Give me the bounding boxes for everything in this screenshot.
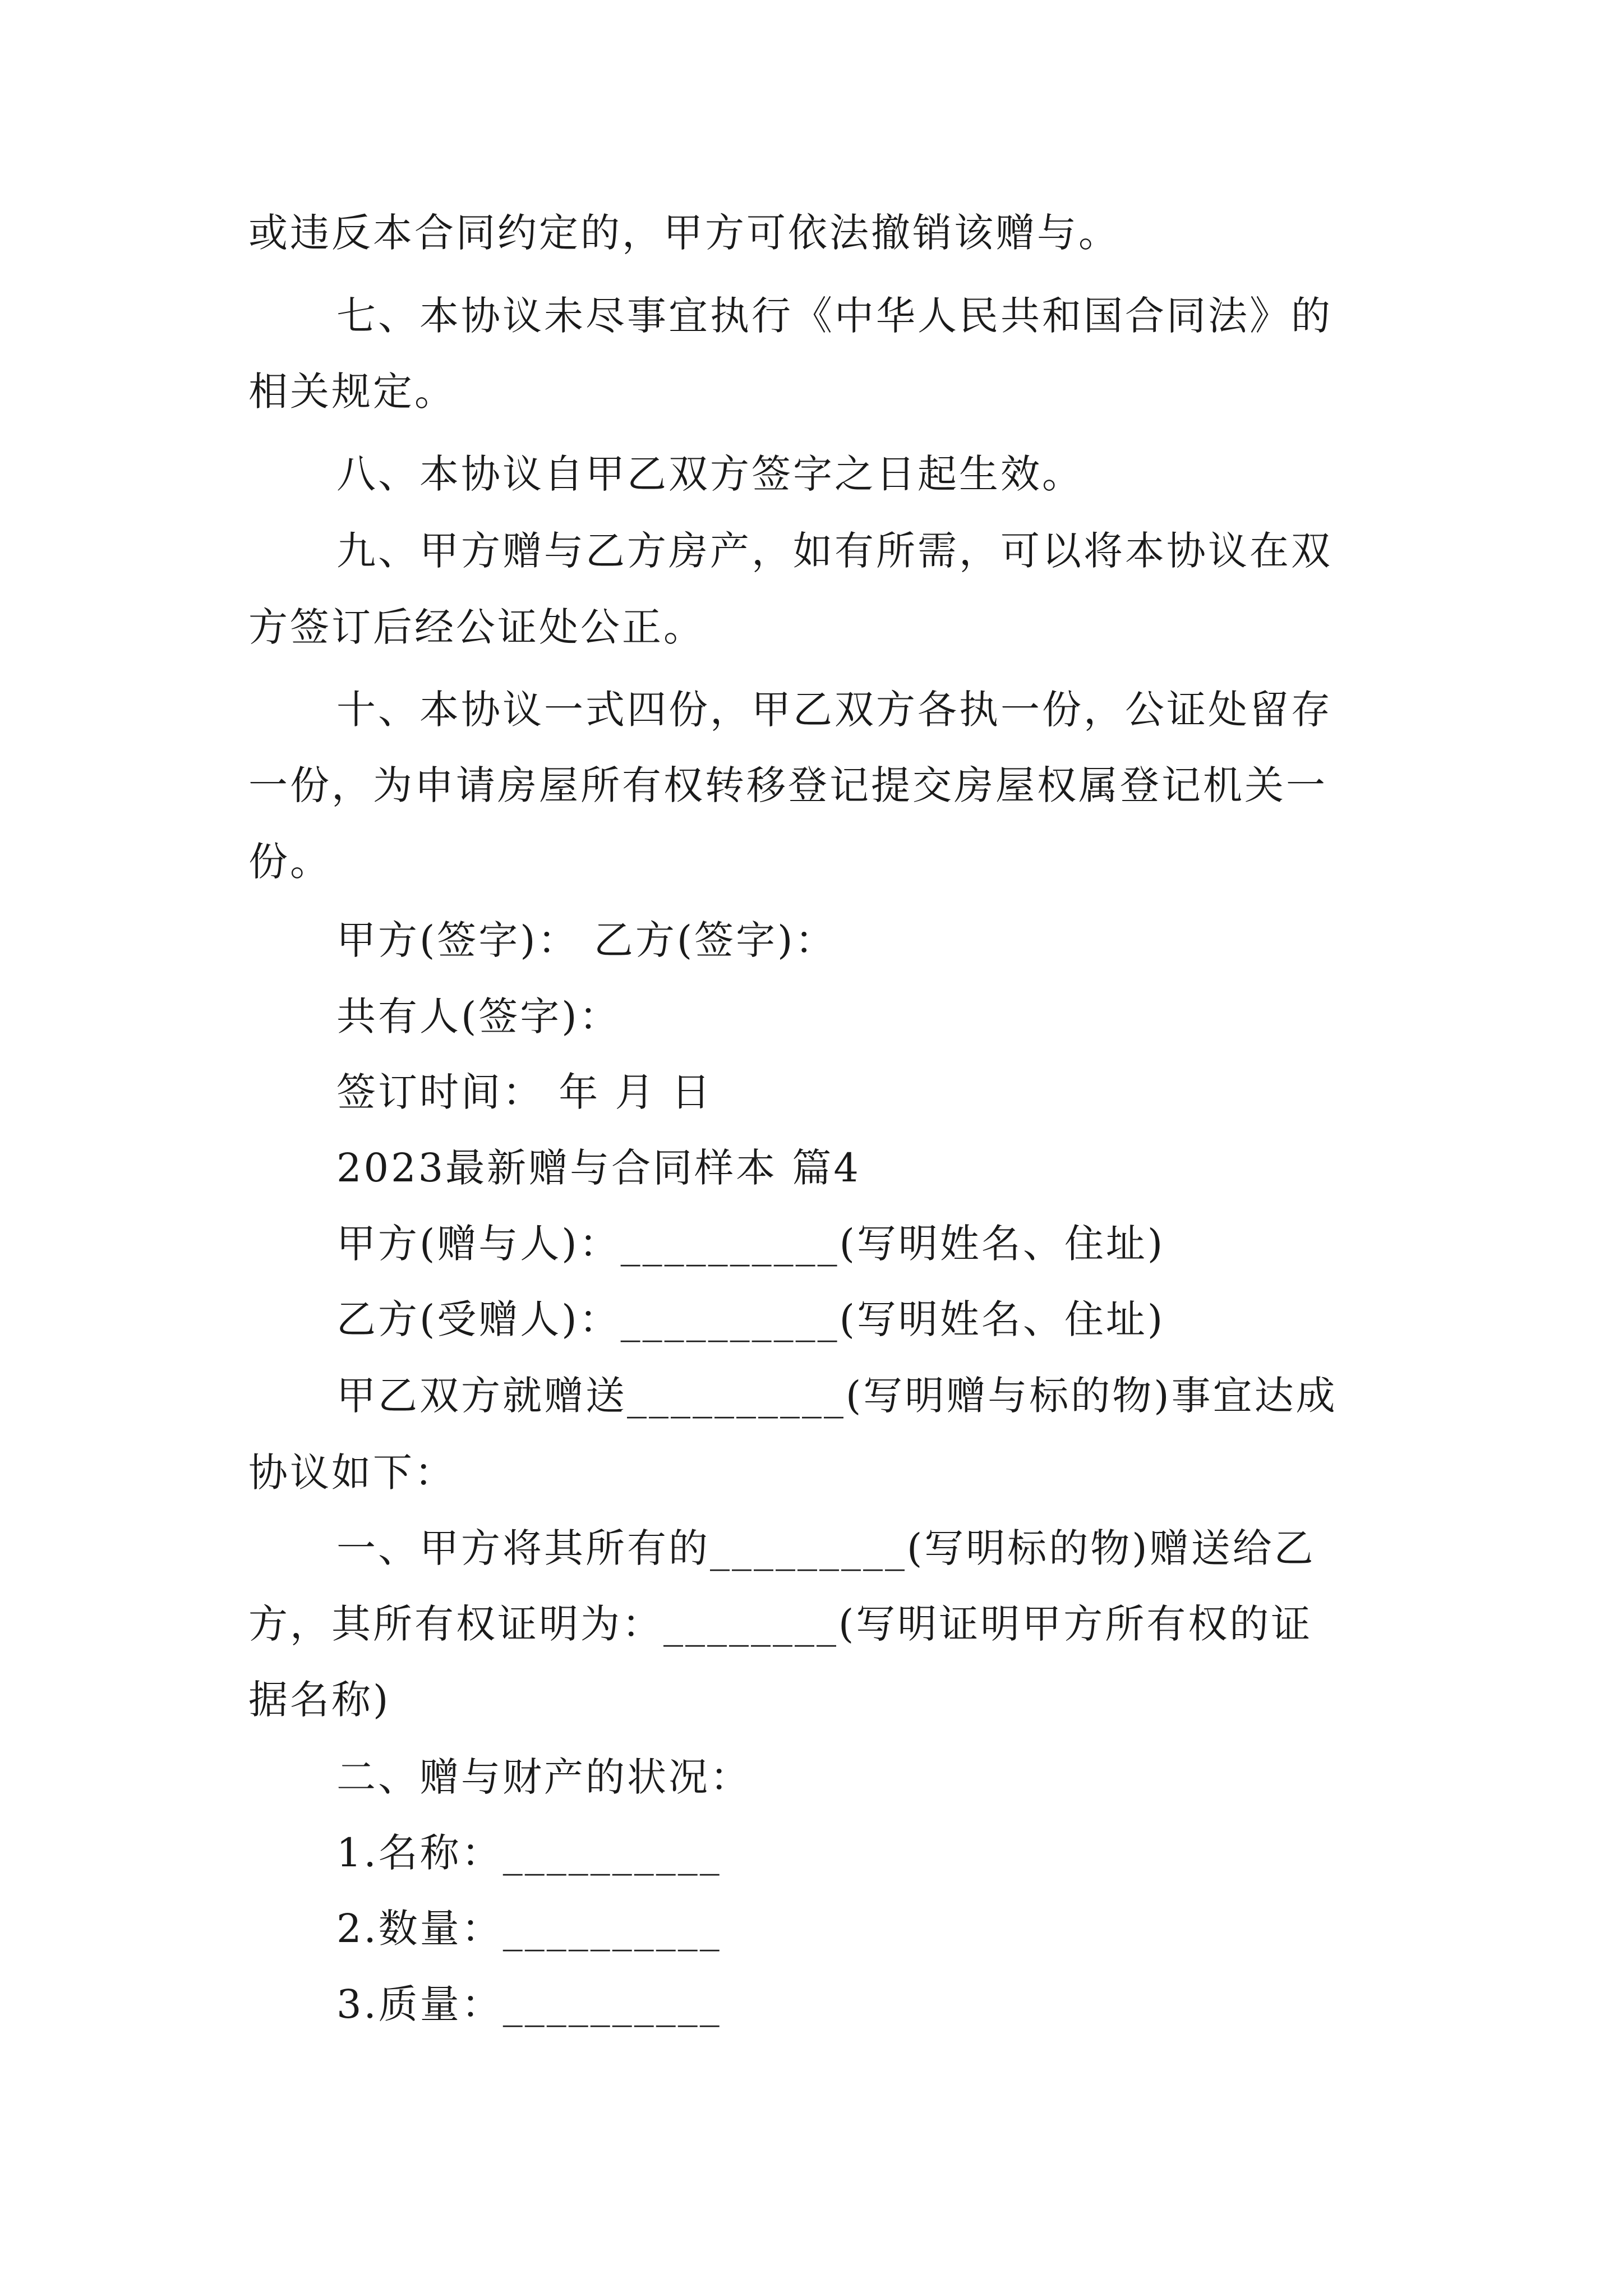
paragraph-line: 据名称): [248, 1677, 391, 1723]
list-item: 3.质量：__________: [336, 1981, 722, 2027]
paragraph-line: 九、甲方赠与乙方房产，如有所需，可以将本协议在双: [336, 528, 1332, 574]
paragraph-line: 二、赠与财产的状况：: [336, 1754, 751, 1800]
signature-line: 共有人(签字)：: [336, 993, 621, 1039]
paragraph-line: 份。: [248, 839, 331, 885]
paragraph-line: 十、本协议一式四份，甲乙双方各执一份，公证处留存: [336, 687, 1332, 733]
paragraph-line: 协议如下：: [248, 1450, 456, 1496]
party-line: 甲方(赠与人)：__________(写明姓名、住址): [336, 1221, 1165, 1267]
list-item: 1.名称：__________: [336, 1830, 722, 1876]
section-heading: 2023最新赠与合同样本 篇4: [336, 1145, 861, 1191]
paragraph-line: 或违反本合同约定的，甲方可依法撤销该赠与。: [248, 210, 1120, 256]
paragraph-line: 一份，为申请房屋所有权转移登记提交房屋权属登记机关一: [248, 762, 1327, 808]
paragraph-line: 方，其所有权证明为：________(写明证明甲方所有权的证: [248, 1601, 1313, 1647]
paragraph-line: 甲乙双方就赠送__________(写明赠与标的物)事宜达成: [336, 1373, 1338, 1419]
paragraph-line: 一、甲方将其所有的_________(写明标的物)赠送给乙: [336, 1525, 1316, 1571]
party-line: 乙方(受赠人)：__________(写明姓名、住址): [336, 1296, 1165, 1342]
paragraph-line: 八、本协议自甲乙双方签字之日起生效。: [336, 451, 1083, 497]
paragraph-line: 方签订后经公证处公正。: [248, 604, 705, 650]
date-line: 签订时间： 年 月 日: [336, 1069, 713, 1115]
list-item: 2.数量：__________: [336, 1906, 722, 1952]
paragraph-line: 七、本协议未尽事宜执行《中华人民共和国合同法》的: [336, 293, 1332, 339]
signature-line: 甲方(签字)： 乙方(签字)：: [336, 917, 837, 963]
paragraph-line: 相关规定。: [248, 369, 456, 415]
